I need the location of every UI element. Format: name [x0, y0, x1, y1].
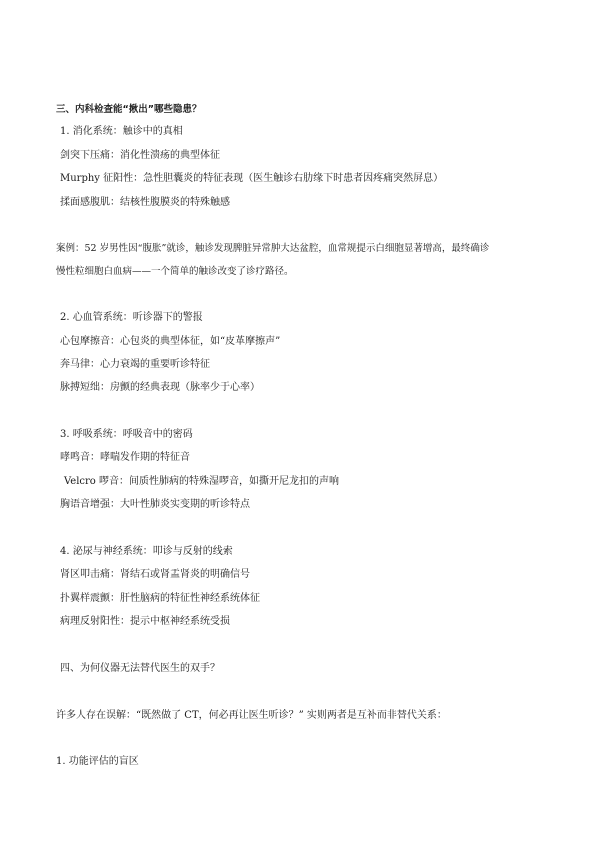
case-paragraph-line: 案例：52 岁男性因“腹胀”就诊，触诊发现脾脏异常肿大达盆腔，血常规提示白细胞显著增高，最终确诊 — [56, 243, 490, 254]
section-3-heading: 三、内科检查能“揪出”哪些隐患？ — [56, 104, 202, 115]
neuro-item: 病理反射阳性：提示中枢神经系统受损 — [60, 616, 230, 627]
section-4-intro: 许多人存在误解：“既然做了 CT，何必再让医生听诊？” 实则两者是互补而非替代关系： — [56, 710, 447, 721]
case-paragraph-line: 慢性粒细胞白血病——一个简单的触诊改变了诊疗路径。 — [56, 266, 294, 277]
cardio-item: 奔马律：心力衰竭的重要听诊特征 — [60, 359, 210, 370]
digestive-title: 1. 消化系统：触诊中的真相 — [60, 126, 183, 137]
digestive-item: Murphy 征阳性：急性胆囊炎的特征表现（医生触诊右肋缘下时患者因疼痛突然屏息） — [60, 173, 444, 184]
section-4-point-title: 1. 功能评估的盲区 — [56, 756, 139, 767]
neuro-title: 4. 泌尿与神经系统：叩诊与反射的线索 — [60, 546, 233, 557]
cardio-item: 心包摩擦音：心包炎的典型体征，如“皮革摩擦声” — [60, 336, 281, 347]
digestive-item: 揉面感腹肌：结核性腹膜炎的特殊触感 — [60, 197, 230, 208]
cardio-title: 2. 心血管系统：听诊器下的警报 — [60, 312, 203, 323]
respiratory-title: 3. 呼吸系统：呼吸音中的密码 — [60, 429, 193, 440]
section-4-heading: 四、为何仪器无法替代医生的双手？ — [60, 663, 220, 674]
respiratory-item: 胸语音增强：大叶性肺炎实变期的听诊特点 — [60, 499, 250, 510]
neuro-item: 扑翼样震颤：肝性脑病的特征性神经系统体征 — [60, 593, 260, 604]
respiratory-item: Velcro 啰音：间质性肺病的特殊湿啰音，如撕开尼龙扣的声响 — [64, 476, 339, 487]
digestive-item: 剑突下压痛：消化性溃疡的典型体征 — [60, 150, 220, 161]
respiratory-item: 哮鸣音：哮喘发作期的特征音 — [60, 452, 190, 463]
neuro-item: 肾区叩击痛：肾结石或肾盂肾炎的明确信号 — [60, 569, 250, 580]
cardio-item: 脉搏短绌：房颤的经典表现（脉率少于心率） — [60, 382, 260, 393]
